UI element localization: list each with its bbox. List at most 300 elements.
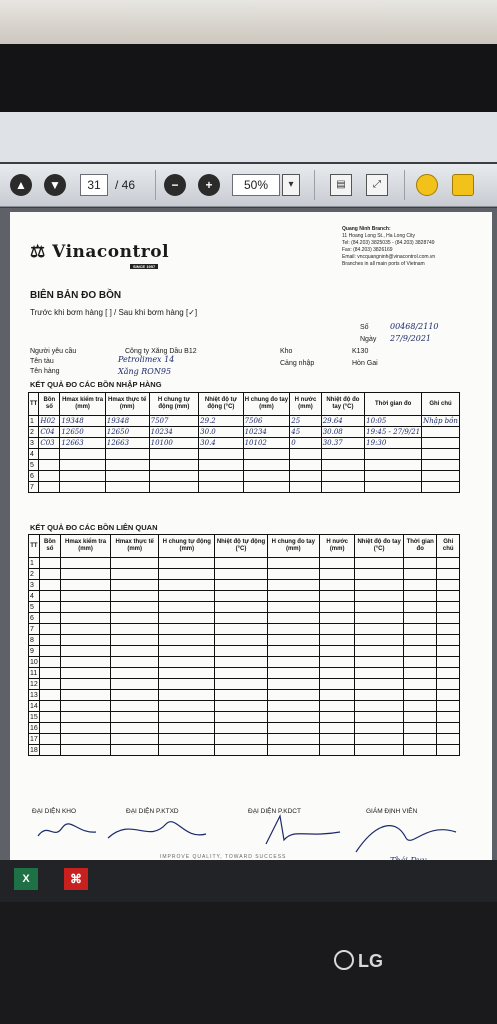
table-row [29, 734, 460, 745]
table-cell: 13 [30, 691, 38, 699]
table-cell [39, 701, 60, 712]
column-header: Hmax thực tế (mm) [105, 393, 149, 416]
sign-gdv-label: GIÁM ĐỊNH VIÊN [366, 808, 418, 815]
branch-line: Quang Ninh Branch: [342, 226, 391, 232]
table-cell [437, 635, 460, 646]
table-cell: 4 [29, 591, 40, 602]
table-cell [267, 558, 319, 569]
table-cell [39, 668, 60, 679]
table-row [29, 482, 460, 493]
table-cell [437, 569, 460, 580]
table-cell: 15 [30, 713, 38, 721]
branch-line: Fax: (84.203) 3826169 [342, 247, 393, 253]
table-row [29, 745, 460, 756]
signature-ktxd [102, 810, 212, 850]
table-cell [319, 712, 354, 723]
fit-width-icon[interactable]: ▤ [330, 174, 352, 196]
column-header: H nước (mm) [319, 535, 354, 558]
column-header: TT [29, 393, 39, 416]
table-cell [267, 613, 319, 624]
column-header: Hmax kiểm tra (mm) [60, 393, 105, 416]
table-cell [215, 624, 267, 635]
table-cell [215, 679, 267, 690]
table-cell [159, 569, 215, 580]
related-tanks-table [28, 534, 460, 756]
kho-value: K130 [352, 348, 369, 355]
table-row [29, 602, 460, 613]
table-cell [159, 701, 215, 712]
table-cell [111, 569, 159, 580]
toolbar-divider [155, 170, 156, 200]
column-header: H chung đo tay (mm) [267, 535, 319, 558]
table-cell: 6 [29, 613, 40, 624]
table-cell [403, 723, 437, 734]
table-cell [215, 646, 267, 657]
branch-info [342, 226, 492, 268]
table-cell [355, 712, 404, 723]
table-cell: 6 [29, 471, 39, 482]
table-cell [111, 580, 159, 591]
import-tanks-table [28, 392, 460, 493]
table-cell [60, 591, 110, 602]
column-header: Nhiệt độ đo tay (°C) [321, 393, 364, 416]
pdf-toolbar [0, 164, 497, 207]
sign-kdct-label: ĐẠI DIỆN P.KDCT [248, 808, 301, 815]
table-cell [355, 646, 404, 657]
table-cell: 12663 [60, 438, 105, 449]
table-cell [39, 679, 60, 690]
table-cell [215, 712, 267, 723]
table-cell [403, 734, 437, 745]
table-cell: 11 [29, 668, 40, 679]
table-cell [319, 569, 354, 580]
table-cell: 7506 [243, 416, 290, 427]
plus-icon[interactable]: + [198, 174, 220, 196]
table-cell: 19348 [105, 416, 149, 427]
table-cell [111, 734, 159, 745]
table-cell: 2 [29, 569, 40, 580]
table-cell [215, 723, 267, 734]
table-cell [215, 602, 267, 613]
table-cell [422, 449, 460, 460]
table-cell: 17 [30, 735, 38, 743]
table-cell: 5 [29, 602, 40, 613]
table-cell [39, 569, 60, 580]
table-cell [403, 679, 437, 690]
column-header: Nhiệt độ tự động (°C) [199, 393, 243, 416]
table-cell [355, 679, 404, 690]
table-row [29, 701, 460, 712]
signature-kdct [258, 810, 348, 850]
table-cell [149, 482, 199, 493]
table-cell [159, 580, 215, 591]
table-row [29, 416, 460, 427]
motto: IMPROVE QUALITY, TOWARD SUCCESS [160, 854, 287, 860]
table-cell [267, 745, 319, 756]
table-cell: 12663 [105, 438, 149, 449]
table-cell [105, 449, 149, 460]
highlight-icon[interactable] [452, 174, 474, 196]
table-cell [111, 646, 159, 657]
table-cell [437, 624, 460, 635]
table-row [29, 449, 460, 460]
table-cell [199, 482, 243, 493]
fit-page-icon[interactable]: ⤢ [366, 174, 388, 196]
table-cell [437, 657, 460, 668]
table-cell [319, 591, 354, 602]
table-cell [365, 449, 422, 460]
table-cell [355, 635, 404, 646]
minus-icon[interactable]: − [164, 174, 186, 196]
table-cell [39, 591, 60, 602]
table-cell [60, 580, 110, 591]
table-cell [267, 712, 319, 723]
table-cell [321, 482, 364, 493]
taskbar [0, 860, 497, 902]
sign-ktxd-label: ĐẠI DIỆN P.KTXD [126, 808, 179, 815]
document-title: BIÊN BẢN ĐO BỒN [30, 290, 122, 301]
table-cell [437, 690, 460, 701]
window-top-area [0, 112, 497, 162]
table-cell [437, 613, 460, 624]
table-cell [159, 668, 215, 679]
branch-line: 11 Hoang Long St., Ha Long City [342, 233, 416, 239]
table-cell [39, 657, 60, 668]
table-cell [365, 482, 422, 493]
table-cell: 7 [29, 482, 39, 493]
table-row [29, 723, 460, 734]
table-cell [215, 745, 267, 756]
table-cell: 1 [29, 558, 40, 569]
branch-line: Tel: (84.203) 3825035 - (84.203) 3828749 [342, 240, 435, 246]
so-label: Số [360, 324, 369, 331]
table-cell: 12 [30, 680, 38, 688]
table-cell [267, 734, 319, 745]
column-header: Thời gian đo [365, 393, 422, 416]
table-cell [39, 745, 60, 756]
column-header: Ghi chú [437, 535, 460, 558]
table-cell [319, 613, 354, 624]
table-row [29, 558, 460, 569]
table-cell [403, 701, 437, 712]
table-cell [199, 471, 243, 482]
table-cell [159, 712, 215, 723]
table-cell [243, 482, 290, 493]
table-cell [355, 690, 404, 701]
table-row [29, 712, 460, 723]
table-cell [267, 701, 319, 712]
table-cell [60, 613, 110, 624]
vinacontrol-logo: ⚖ Vinacontrol [30, 242, 170, 262]
table-cell [111, 701, 159, 712]
table-cell [403, 558, 437, 569]
table-cell [437, 745, 460, 756]
signature-kho [34, 814, 104, 844]
table-cell [267, 723, 319, 734]
ten-hang-label: Tên hàng [30, 368, 60, 375]
table-cell: 1 [29, 416, 39, 427]
table-cell [422, 482, 460, 493]
table-cell: 10102 [243, 438, 290, 449]
table-cell [319, 580, 354, 591]
toolbar-divider [314, 170, 315, 200]
table-cell [422, 460, 460, 471]
table-cell [111, 591, 159, 602]
table-cell [319, 745, 354, 756]
table-cell [39, 723, 60, 734]
table-cell: 10234 [243, 427, 290, 438]
table-cell: 2 [29, 427, 39, 438]
table-cell [267, 657, 319, 668]
excel-icon[interactable]: X [14, 868, 38, 890]
column-header: H chung đo tay (mm) [243, 393, 290, 416]
table-row [29, 569, 460, 580]
table-cell [111, 624, 159, 635]
table-cell: 10100 [149, 438, 199, 449]
table-cell [319, 723, 354, 734]
table-cell [355, 701, 404, 712]
table-cell [437, 679, 460, 690]
column-header: Hmax thực tế (mm) [111, 535, 159, 558]
table-cell: 45 [290, 427, 321, 438]
table-cell: 7507 [149, 416, 199, 427]
table-cell: 29.2 [199, 416, 243, 427]
table-cell [159, 635, 215, 646]
table-cell [159, 690, 215, 701]
table-cell [355, 569, 404, 580]
table-cell: Nhập bồn [423, 416, 458, 425]
table-cell [319, 701, 354, 712]
table-cell: 30.4 [199, 438, 243, 449]
table-cell: 16 [30, 724, 38, 732]
table-cell [355, 613, 404, 624]
table-cell [215, 668, 267, 679]
table-cell: 29.64 [321, 416, 364, 427]
table-cell [199, 449, 243, 460]
table-cell [111, 602, 159, 613]
table-cell [60, 602, 110, 613]
table-cell [111, 558, 159, 569]
table-cell [159, 602, 215, 613]
table-cell [319, 668, 354, 679]
table-cell [290, 471, 321, 482]
table-row [29, 657, 460, 668]
table-cell [355, 602, 404, 613]
nguoi-yeu-cau-value: Công ty Xăng Dầu B12 [125, 348, 197, 355]
table-cell [267, 635, 319, 646]
table-cell [365, 460, 422, 471]
table-cell [403, 635, 437, 646]
table-cell: 7 [29, 624, 40, 635]
table-cell [355, 558, 404, 569]
document-subtitle: Trước khi bơm hàng [ ] / Sau khi bơm hàng [✓] [30, 308, 198, 317]
table-cell [215, 591, 267, 602]
branch-line: Branches in all main ports of Vietnam [342, 261, 425, 267]
table-cell [403, 602, 437, 613]
table-row [29, 427, 460, 438]
page-number-input[interactable]: 31 [80, 174, 108, 196]
table-cell [159, 591, 215, 602]
table-cell [60, 745, 110, 756]
arrow-down-icon[interactable]: ▼ [44, 174, 66, 196]
table-cell [111, 657, 159, 668]
column-header: H nước (mm) [290, 393, 321, 416]
table-cell [60, 690, 110, 701]
table-row [29, 591, 460, 602]
table-cell: 10234 [149, 427, 199, 438]
arrow-up-icon[interactable]: ▲ [10, 174, 32, 196]
table-cell [355, 580, 404, 591]
table-cell [111, 613, 159, 624]
table-cell [437, 668, 460, 679]
table-cell [290, 482, 321, 493]
column-header: Nhiệt độ tự động (°C) [215, 535, 267, 558]
table-cell: 30.0 [199, 427, 243, 438]
column-header: Nhiệt độ đo tay (°C) [355, 535, 404, 558]
table-cell [39, 690, 60, 701]
table-cell: 30.08 [321, 427, 364, 438]
table-cell [319, 558, 354, 569]
lg-ring-icon [334, 950, 354, 970]
column-header: Ghi chú [422, 393, 460, 416]
table-cell [111, 723, 159, 734]
table-cell [267, 624, 319, 635]
table-cell [39, 602, 60, 613]
section-title-import-tanks: KẾT QUẢ ĐO CÁC BỒN NHẬP HÀNG [30, 380, 162, 389]
table-cell [355, 657, 404, 668]
ten-tau-value: Petrolimex 14 [118, 355, 175, 364]
table-cell [60, 734, 110, 745]
table-cell [39, 558, 60, 569]
table-cell [60, 679, 110, 690]
table-cell [319, 679, 354, 690]
table-cell [60, 558, 110, 569]
page-total: / 46 [115, 178, 136, 192]
monitor-screen [0, 112, 497, 902]
table-cell [321, 471, 364, 482]
table-cell [267, 580, 319, 591]
column-header: H chung tự động (mm) [159, 535, 215, 558]
section-title-related-tanks: KẾT QUẢ ĐO CÁC BỒN LIÊN QUAN [30, 523, 158, 532]
table-cell [355, 668, 404, 679]
table-cell [60, 712, 110, 723]
table-cell [60, 449, 105, 460]
table-cell [319, 734, 354, 745]
table-cell: 0 [290, 438, 321, 449]
table-cell [319, 657, 354, 668]
table-cell [243, 460, 290, 471]
table-cell [437, 602, 460, 613]
toolbar-divider [404, 170, 405, 200]
table-cell [403, 646, 437, 657]
table-row [29, 460, 460, 471]
table-cell [403, 668, 437, 679]
table-cell [403, 569, 437, 580]
table-row [29, 613, 460, 624]
table-cell [60, 569, 110, 580]
table-cell [39, 471, 60, 482]
table-cell [149, 449, 199, 460]
table-cell [422, 471, 460, 482]
cang-nhap-value: Hòn Gai [352, 360, 378, 367]
table-cell [437, 723, 460, 734]
table-row [29, 668, 460, 679]
table-cell [243, 449, 290, 460]
table-cell [111, 712, 159, 723]
column-header: Bồn số [39, 535, 60, 558]
nguoi-yeu-cau-label: Người yêu cầu [30, 348, 77, 355]
table-cell [403, 745, 437, 756]
table-cell [60, 723, 110, 734]
table-cell: 3 [29, 438, 39, 449]
table-row [29, 624, 460, 635]
monitor-bezel [0, 44, 497, 114]
table-cell [111, 745, 159, 756]
table-cell [321, 460, 364, 471]
table-cell [243, 471, 290, 482]
table-cell [159, 558, 215, 569]
table-cell [267, 591, 319, 602]
zoom-input[interactable]: 50% [232, 174, 280, 196]
table-cell [39, 580, 60, 591]
ceiling-background [0, 0, 497, 48]
table-cell [403, 613, 437, 624]
pdf-icon[interactable]: ⌘ [64, 868, 88, 890]
brand-text: LG [358, 951, 383, 971]
table-cell [105, 460, 149, 471]
table-cell [319, 624, 354, 635]
comment-icon[interactable] [416, 174, 438, 196]
column-header: Bồn số [39, 393, 60, 416]
logo-text: Vinacontrol [52, 242, 170, 262]
table-cell [149, 471, 199, 482]
table-cell [319, 646, 354, 657]
table-cell [39, 734, 60, 745]
table-cell [60, 460, 105, 471]
table-cell [403, 657, 437, 668]
table-cell: 3 [29, 580, 40, 591]
table-cell [111, 690, 159, 701]
table-cell [60, 624, 110, 635]
table-cell [319, 690, 354, 701]
table-cell [403, 591, 437, 602]
chevron-down-icon[interactable]: ▾ [282, 174, 300, 196]
table-cell [159, 657, 215, 668]
table-cell [422, 438, 460, 449]
table-cell [60, 482, 105, 493]
table-cell [39, 460, 60, 471]
table-cell [355, 624, 404, 635]
table-cell [60, 657, 110, 668]
table-cell [39, 449, 60, 460]
table-cell [215, 690, 267, 701]
ngay-label: Ngày [360, 336, 377, 343]
table-row [29, 438, 460, 449]
table-cell [39, 712, 60, 723]
table-cell: 10:05 [365, 416, 422, 427]
table-cell [403, 580, 437, 591]
table-cell [215, 635, 267, 646]
table-cell [111, 635, 159, 646]
table-cell [215, 657, 267, 668]
table-row [29, 690, 460, 701]
table-cell [39, 482, 60, 493]
logo-since: SINCE 1957 [130, 264, 158, 269]
column-header: H chung tự động (mm) [149, 393, 199, 416]
table-cell [199, 460, 243, 471]
table-cell: C04 [39, 427, 60, 438]
document-viewport[interactable] [0, 208, 497, 902]
